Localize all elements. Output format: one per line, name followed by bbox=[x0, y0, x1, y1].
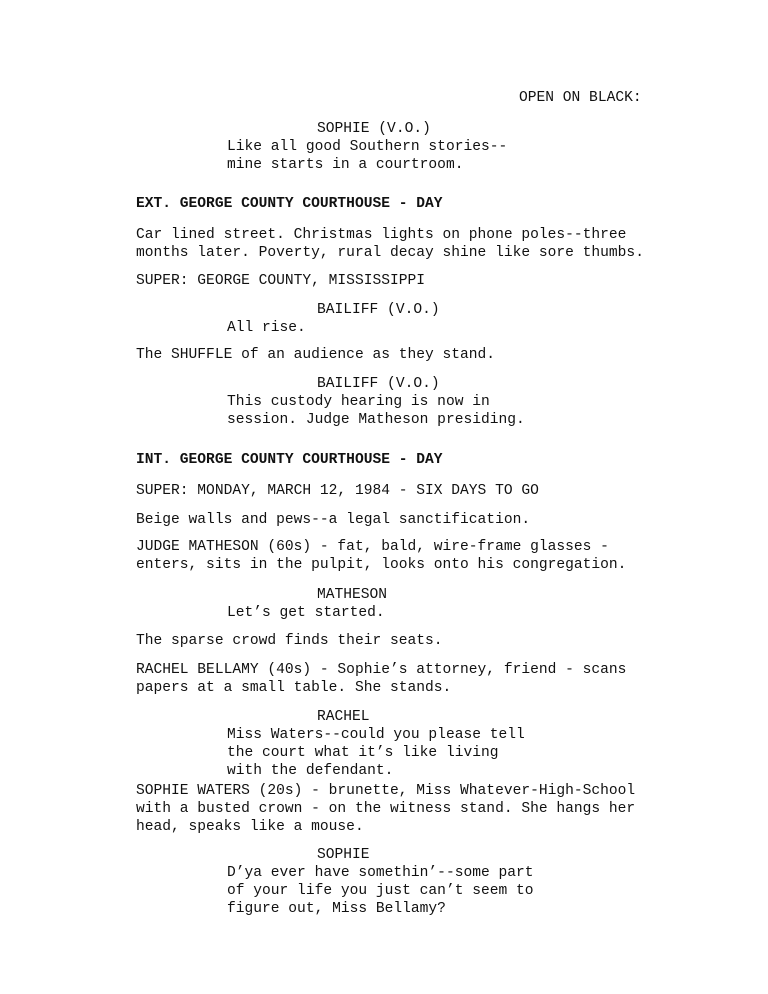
character-name: MATHESON bbox=[317, 587, 388, 603]
dialogue-line: of your life you just can’t seem to bbox=[227, 883, 534, 899]
action-line: SOPHIE WATERS (20s) - brunette, Miss Whatever-High-School bbox=[136, 783, 636, 799]
action-line: months later. Poverty, rural decay shine like sore thumbs. bbox=[136, 245, 644, 261]
dialogue-line: D’ya ever have somethin’--some part bbox=[227, 865, 534, 881]
action-line: JUDGE MATHESON (60s) - fat, bald, wire-frame glasses - bbox=[136, 539, 609, 555]
dialogue-line: mine starts in a courtroom. bbox=[227, 157, 464, 173]
action-line: The SHUFFLE of an audience as they stand. bbox=[136, 347, 496, 363]
action-line: with a busted crown - on the witness stand. She hangs her bbox=[136, 801, 636, 817]
dialogue-line: with the defendant. bbox=[227, 763, 394, 779]
scene-heading: INT. GEORGE COUNTY COURTHOUSE - DAY bbox=[136, 452, 443, 468]
dialogue-line: Let’s get started. bbox=[227, 605, 385, 621]
dialogue-line: All rise. bbox=[227, 320, 306, 336]
dialogue-line: session. Judge Matheson presiding. bbox=[227, 412, 525, 428]
dialogue-line: the court what it’s like living bbox=[227, 745, 499, 761]
super-line: SUPER: GEORGE COUNTY, MISSISSIPPI bbox=[136, 273, 426, 289]
action-line: head, speaks like a mouse. bbox=[136, 819, 364, 835]
dialogue-line: Like all good Southern stories-- bbox=[227, 139, 508, 155]
dialogue-line: figure out, Miss Bellamy? bbox=[227, 901, 446, 917]
character-name: SOPHIE (V.O.) bbox=[317, 121, 431, 137]
super-line: SUPER: MONDAY, MARCH 12, 1984 - SIX DAYS TO GO bbox=[136, 483, 539, 499]
action-line: enters, sits in the pulpit, looks onto his congregation. bbox=[136, 557, 627, 573]
action-line: Beige walls and pews--a legal sanctification. bbox=[136, 512, 531, 528]
action-line: papers at a small table. She stands. bbox=[136, 680, 452, 696]
dialogue-line: This custody hearing is now in bbox=[227, 394, 490, 410]
action-line: RACHEL BELLAMY (40s) - Sophie’s attorney, friend - scans bbox=[136, 662, 627, 678]
action-line: The sparse crowd finds their seats. bbox=[136, 633, 443, 649]
dialogue-line: Miss Waters--could you please tell bbox=[227, 727, 525, 743]
character-name: BAILIFF (V.O.) bbox=[317, 376, 440, 392]
transition: OPEN ON BLACK: bbox=[519, 90, 642, 106]
character-name: RACHEL bbox=[317, 709, 370, 725]
action-line: Car lined street. Christmas lights on phone poles--three bbox=[136, 227, 627, 243]
scene-heading: EXT. GEORGE COUNTY COURTHOUSE - DAY bbox=[136, 196, 443, 212]
character-name: BAILIFF (V.O.) bbox=[317, 302, 440, 318]
character-name: SOPHIE bbox=[317, 847, 370, 863]
